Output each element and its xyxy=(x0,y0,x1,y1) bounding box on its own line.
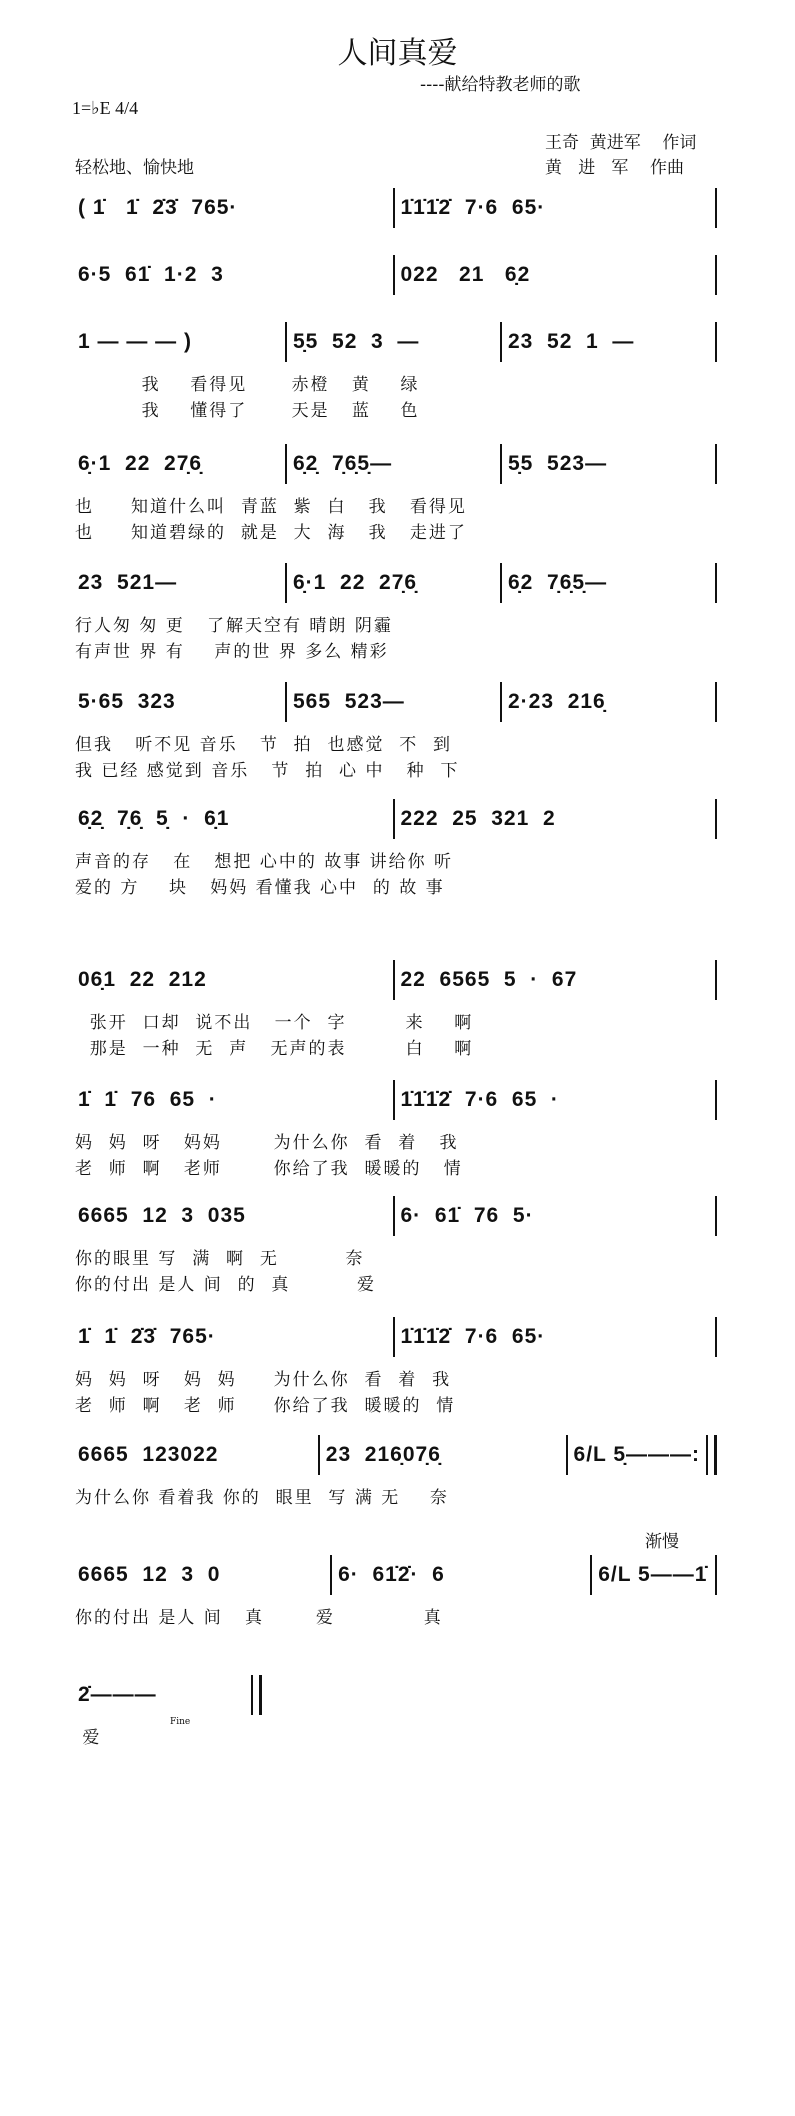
lyric-line: 为什么你 看着我 你的 眼里 写 满 无 奈 xyxy=(75,1488,449,1508)
song-subtitle: ----献给特教老师的歌 xyxy=(420,75,581,95)
measure: 1̇1̇1̇2̇ 7·6 65· xyxy=(400,196,546,219)
measure: 5̣5 523— xyxy=(508,452,608,475)
measure: 5̣5 52 3 — xyxy=(293,330,420,353)
notation-row xyxy=(72,1315,717,1359)
lyric-line: 声音的存 在 想把 心中的 故事 讲给你 听 xyxy=(75,852,454,872)
barline xyxy=(715,322,717,362)
tempo-marking: 轻松地、愉快地 xyxy=(75,158,194,178)
fine-marking: Fine xyxy=(170,1717,191,1727)
measure: 1̇1̇1̇2̇ 7·6 65 · xyxy=(400,1088,559,1111)
ritardando-marking: 渐慢 xyxy=(645,1532,679,1552)
barline xyxy=(715,1317,717,1357)
lyric-line: 你的付出 是人 间 的 真 爱 xyxy=(75,1275,377,1295)
lyric-line: 爱 xyxy=(75,1728,102,1748)
measure: 2·23 216̣ xyxy=(508,690,606,713)
barline xyxy=(715,682,717,722)
measure: 6̣·1 22 27̣6̣ xyxy=(78,452,203,475)
lyric-line: 有声世 界 有 声的世 界 多么 精彩 xyxy=(75,642,389,662)
notation-row xyxy=(72,442,717,486)
notation-row xyxy=(72,253,717,297)
measure: 23 521— xyxy=(78,571,178,594)
measure: 6· 61̇2̇· 6 xyxy=(338,1563,445,1586)
measure: 6·5 61̇ 1·2 3 xyxy=(78,263,224,286)
lyric-line: 老 师 啊 老 师 你给了我 暖暖的 情 xyxy=(75,1396,456,1416)
double-barline xyxy=(706,1435,717,1475)
lyric-line: 张开 口却 说不出 一个 字 来 啊 xyxy=(75,1013,474,1033)
notation-row xyxy=(72,1078,717,1122)
double-barline xyxy=(251,1675,262,1715)
barline xyxy=(715,255,717,295)
notation-row xyxy=(72,1673,262,1717)
notation-row xyxy=(72,1194,717,1238)
barline xyxy=(715,563,717,603)
lyricist-credit: 王奇 黄进军 作词 xyxy=(545,133,697,153)
lyric-line: 我 已经 感觉到 音乐 节 拍 心 中 种 下 xyxy=(75,761,460,781)
notation-row xyxy=(72,561,717,605)
notation-row xyxy=(72,320,717,364)
measure: 6· 61̇ 76 5· xyxy=(400,1204,534,1227)
measure: 1̇ 1̇ 2̇3̇ 765· xyxy=(78,1325,216,1348)
measure: 2̇——— xyxy=(78,1683,157,1706)
barline xyxy=(715,1196,717,1236)
notation-row xyxy=(72,680,717,724)
measure: 6̣2̣ 7̣6̣5̣— xyxy=(293,452,393,475)
lyric-line: 但我 听不见 音乐 节 拍 也感觉 不 到 xyxy=(75,735,453,755)
barline xyxy=(715,960,717,1000)
composer-credit: 黄 进 军 作曲 xyxy=(545,158,685,178)
lyric-line: 妈 妈 呀 妈妈 为什么你 看 着 我 xyxy=(75,1133,459,1153)
key-time-signature: 1=♭E 4/4 xyxy=(72,98,139,118)
measure: 06̣1 22 212 xyxy=(78,968,207,991)
barline xyxy=(715,188,717,228)
lyric-line: 也 知道碧绿的 就是 大 海 我 走进了 xyxy=(75,523,467,543)
notation-row xyxy=(72,958,717,1002)
measure: 565 523— xyxy=(293,690,405,713)
lyric-line: 你的眼里 写 满 啊 无 奈 xyxy=(75,1249,365,1269)
measure: 6665 12 3 035 xyxy=(78,1204,246,1227)
barline xyxy=(715,1555,717,1595)
notation-row xyxy=(72,797,717,841)
measure: 5·65 323 xyxy=(78,690,176,713)
measure: 1̇ 1̇ 76 65 · xyxy=(78,1088,217,1111)
lyric-line: 我 懂得了 天是 蓝 色 xyxy=(75,401,420,421)
measure: 6̣2 7̣6̣5̣— xyxy=(508,571,608,594)
measure: 23 52 1 — xyxy=(508,330,635,353)
measure: ( 1̇ 1̇ 2̇3̇ 765· xyxy=(78,196,238,219)
measure: 222 25 321 2 xyxy=(400,807,556,830)
lyric-line: 那是 一种 无 声 无声的表 白 啊 xyxy=(75,1039,474,1059)
lyric-line: 你的付出 是人 间 真 爱 真 xyxy=(75,1608,443,1628)
lyric-line: 我 看得见 赤橙 黄 绿 xyxy=(75,375,420,395)
lyric-line: 行人匆 匆 更 了解天空有 晴朗 阴霾 xyxy=(75,616,393,636)
lyric-line: 妈 妈 呀 妈 妈 为什么你 看 着 我 xyxy=(75,1370,452,1390)
lyric-line: 也 知道什么叫 青蓝 紫 白 我 看得见 xyxy=(75,497,467,517)
measure: 6̣·1 22 27̣6̣ xyxy=(293,571,418,594)
measure: 6/L 5——1̇ xyxy=(598,1563,708,1586)
notation-row xyxy=(72,1553,717,1597)
measure: 6665 123022 xyxy=(78,1443,219,1466)
lyric-line: 老 师 啊 老师 你给了我 暖暖的 情 xyxy=(75,1159,463,1179)
measure: 6̣2̣ 7̣6̣ 5̣ · 6̣1 xyxy=(78,807,230,830)
lyric-line: 爱的 方 块 妈妈 看懂我 心中 的 故 事 xyxy=(75,878,445,898)
notation-row xyxy=(72,1433,717,1477)
barline xyxy=(715,1080,717,1120)
notation-row xyxy=(72,186,717,230)
measure: 6/L 5̣———: xyxy=(573,1443,700,1466)
barline xyxy=(715,799,717,839)
measure: 022 21 6̣2 xyxy=(400,263,531,286)
song-title: 人间真爱 xyxy=(337,36,458,71)
measure: 1 — — — ) xyxy=(78,330,193,353)
measure: 6665 12 3 0 xyxy=(78,1563,221,1586)
measure: 22 6565 5 · 67 xyxy=(400,968,578,991)
measure: 23 216̣07̣6̣ xyxy=(325,1443,441,1466)
barline xyxy=(715,444,717,484)
measure: 1̇1̇1̇2̇ 7·6 65· xyxy=(400,1325,546,1348)
